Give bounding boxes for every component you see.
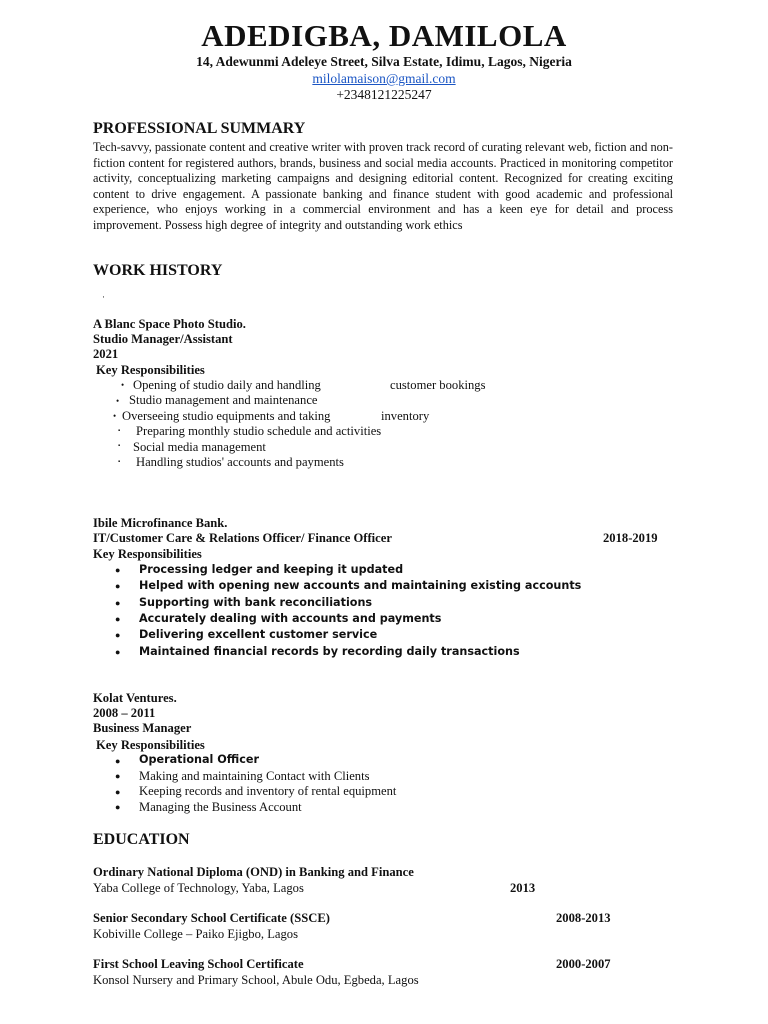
job3-responsibilities-label: Key Responsibilities — [96, 738, 205, 752]
bullet-icon: ● — [115, 647, 121, 657]
edu-years: 2000-2007 — [556, 957, 611, 971]
bullet-icon: ● — [115, 630, 121, 640]
job2-responsibilities-label: Key Responsibilities — [93, 547, 202, 561]
job1-company: A Blanc Space Photo Studio. — [93, 317, 246, 331]
edu-qualification: First School Leaving School Certificate — [93, 957, 304, 971]
email-link[interactable]: milolamaison@gmail.com — [312, 71, 456, 86]
job3-years: 2008 – 2011 — [93, 706, 156, 720]
bullet-icon: ▪ — [118, 428, 121, 434]
job1-item: Handling studios' accounts and payments — [136, 455, 344, 469]
edu-qualification: Senior Secondary School Certificate (SSCE) — [93, 911, 330, 925]
job1-item: inventory — [381, 409, 430, 423]
bullet-icon: • — [121, 380, 125, 390]
job2-item: Delivering excellent customer service — [139, 628, 378, 641]
stray-mark: · — [102, 292, 105, 302]
job3-item: Managing the Business Account — [139, 800, 302, 814]
job2-item: Processing ledger and keeping it updated — [139, 563, 404, 576]
summary-heading: PROFESSIONAL SUMMARY — [93, 120, 306, 137]
edu-years: 2008-2013 — [556, 911, 611, 925]
job2-item: Accurately dealing with accounts and payments — [139, 612, 442, 625]
job3-item: Keeping records and inventory of rental equipment — [139, 784, 397, 798]
job3-item: Operational Officer — [139, 753, 260, 766]
bullet-icon: ● — [115, 598, 121, 608]
job1-title: Studio Manager/Assistant — [93, 332, 233, 346]
bullet-icon: ▪ — [118, 459, 121, 465]
job2-title: IT/Customer Care & Relations Officer/ Finance Officer — [93, 531, 392, 545]
work-history-heading: WORK HISTORY — [93, 262, 223, 279]
bullet-icon: ▪ — [118, 443, 121, 449]
bullet-icon: • — [113, 411, 117, 421]
edu-school: Kobiville College – Paiko Ejigbo, Lagos — [93, 927, 298, 941]
job3-item: Making and maintaining Contact with Clients — [139, 769, 370, 783]
job2-item: Supporting with bank reconciliations — [139, 596, 373, 609]
job2-company: Ibile Microfinance Bank. — [93, 516, 228, 530]
job2-item: Maintained financial records by recording daily transactions — [139, 645, 520, 658]
job1-responsibilities-label: Key Responsibilities — [96, 363, 205, 377]
bullet-icon: ● — [115, 756, 121, 766]
job2-years: 2018-2019 — [603, 531, 658, 545]
job3-title: Business Manager — [93, 721, 192, 735]
address: 14, Adewunmi Adeleye Street, Silva Estate, Idimu, Lagos, Nigeria — [196, 54, 572, 69]
job1-item: customer bookings — [390, 378, 486, 392]
job1-year: 2021 — [93, 347, 119, 361]
bullet-icon: ● — [115, 771, 121, 781]
bullet-icon: ● — [115, 565, 121, 575]
edu-school: Konsol Nursery and Primary School, Abule Odu, Egbeda, Lagos — [93, 973, 419, 987]
job1-item: Social media management — [133, 440, 266, 454]
candidate-name: ADEDIGBA, DAMILOLA — [201, 18, 567, 53]
edu-qualification: Ordinary National Diploma (OND) in Banking and Finance — [93, 865, 414, 879]
bullet-icon: ● — [115, 614, 121, 624]
edu-school: Yaba College of Technology, Yaba, Lagos — [93, 881, 304, 895]
bullet-icon: • — [116, 396, 120, 406]
bullet-icon: ● — [115, 787, 121, 797]
bullet-icon: ● — [115, 802, 121, 812]
edu-years: 2013 — [510, 881, 536, 895]
phone-number: +2348121225247 — [336, 87, 432, 102]
bullet-icon: ● — [115, 581, 121, 591]
job1-item: Opening of studio daily and handling — [133, 378, 321, 392]
job1-item: Overseeing studio equipments and taking — [122, 409, 331, 423]
summary-text: Tech-savvy, passionate content and creative writer with proven track record of curating relevant web, fiction and non-fiction content for registered authors, brands, business and social media accounts. Practiced in monitoring competitor activity, conceptualizing marketing campaigns and designing editorial content. Recognized for creating exciting content to drive engagement. A passionate banking and finance student with good academic and professional experience, who enjoys working in a commercial environment and has a keen eye for detail and process improvement. Possess high degree of integrity and outstanding work ethics — [93, 140, 673, 232]
job1-item: Preparing monthly studio schedule and activities — [136, 424, 382, 438]
job3-company: Kolat Ventures. — [93, 691, 177, 705]
education-heading: EDUCATION — [93, 831, 190, 848]
job1-item: Studio management and maintenance — [129, 393, 318, 407]
job2-item: Helped with opening new accounts and maintaining existing accounts — [139, 579, 582, 592]
